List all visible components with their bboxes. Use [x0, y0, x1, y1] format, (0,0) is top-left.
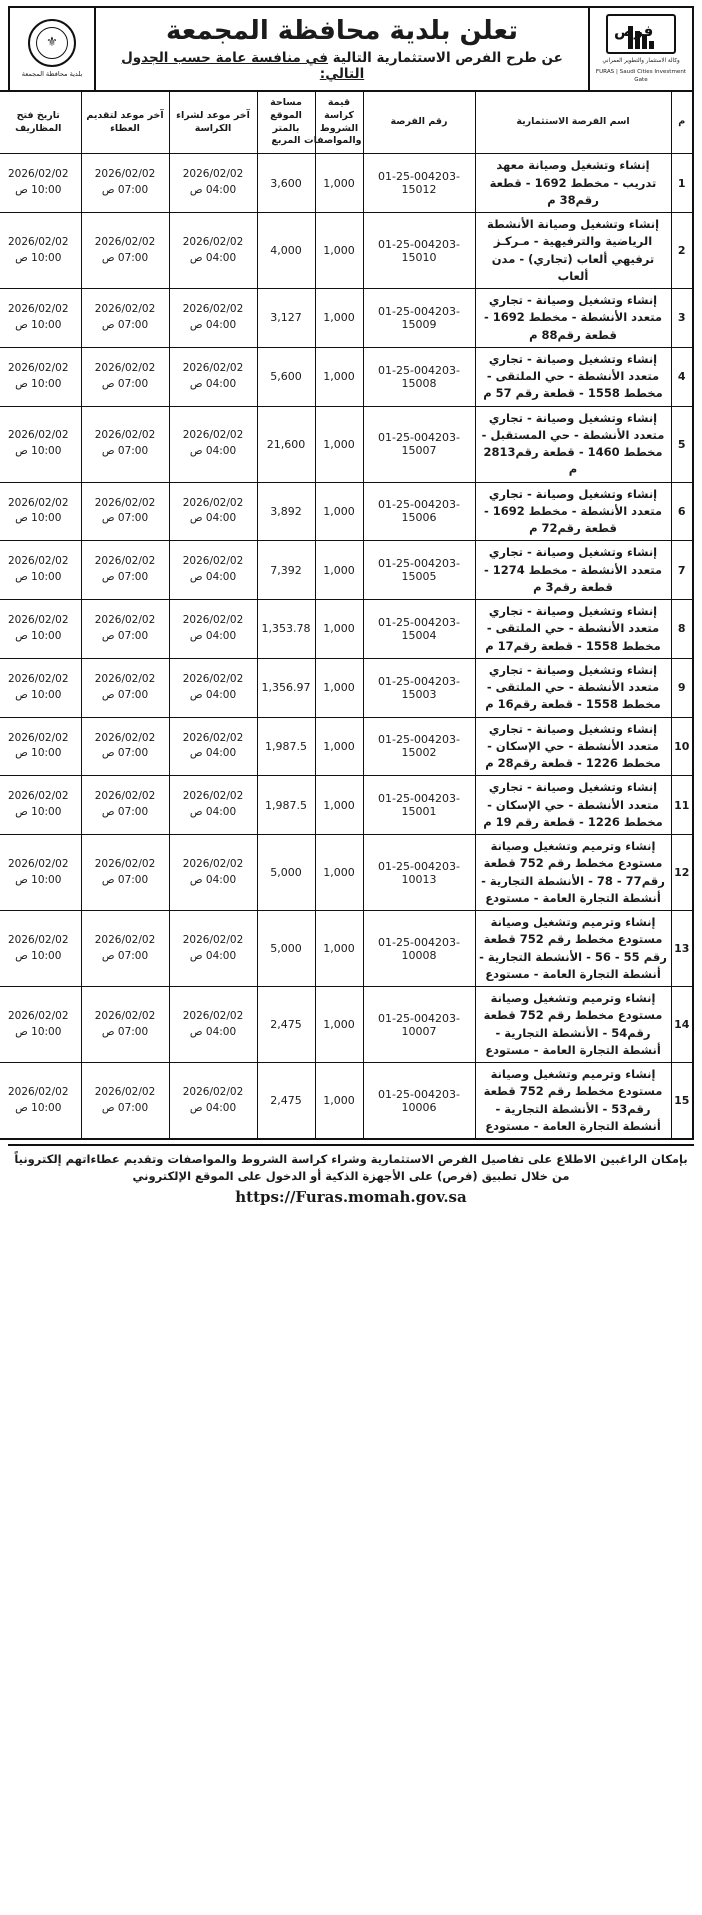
site-area: 5,000 [257, 911, 315, 987]
row-index: 14 [671, 987, 693, 1063]
offer-deadline-time: 07:00 ص [101, 251, 149, 264]
col-header-name: اسم الفرصة الاستثمارية [475, 91, 671, 154]
table-row [0, 987, 693, 1063]
booklet-deadline-date: 2026/02/02 [182, 857, 244, 870]
booklet-deadline-date: 2026/02/02 [182, 790, 244, 803]
offer-deadline-date: 2026/02/02 [94, 496, 156, 509]
open-date-date: 2026/02/02 [7, 555, 69, 568]
open-date-time: 10:00 ص [15, 747, 62, 760]
booklet-deadline-date: 2026/02/02 [182, 731, 244, 744]
col-header-offer-deadline: آخر موعد لتقديم العطاء [81, 91, 169, 154]
opportunity-number: 01-25-004203-15007 [363, 406, 475, 482]
offer-deadline-date: 2026/02/02 [94, 672, 156, 685]
col-header-booklet-value: قيمة كراسة الشروط والمواصفات [315, 91, 363, 154]
booklet-deadline-time: 04:00 ص [189, 184, 237, 197]
open-date-time: 10:00 ص [15, 1025, 62, 1038]
row-index: 4 [671, 347, 693, 406]
open-date-time: 10:00 ص [15, 629, 62, 642]
booklet-value: 1,000 [315, 717, 363, 776]
open-date [0, 347, 81, 406]
booklet-deadline-time: 04:00 ص [189, 806, 237, 819]
table-row [0, 347, 693, 406]
booklet-value: 1,000 [315, 154, 363, 213]
open-date-time: 10:00 ص [15, 1101, 62, 1114]
open-date-date: 2026/02/02 [7, 168, 69, 181]
table-row [0, 776, 693, 835]
opportunity-name: إنشاء وتشغيل وصيانة - تجاري متعدد الأنشطة - حي الملتقى - مخطط 1558 - قطعة رقم 57 م [475, 347, 671, 406]
open-date-date: 2026/02/02 [7, 790, 69, 803]
open-date-time: 10:00 ص [15, 949, 62, 962]
site-area: 2,475 [257, 1063, 315, 1140]
booklet-deadline-time: 04:00 ص [189, 571, 237, 584]
open-date-date: 2026/02/02 [7, 933, 69, 946]
opportunity-name: إنشاء وترميم وتشغيل وصيانة مستودع مخطط رقم 752 قطعة رقم77 - 78 - الأنشطة التجارية - أنشطة التجارة العامة - مستودع [475, 835, 671, 911]
open-date-date: 2026/02/02 [7, 614, 69, 627]
table-row [0, 541, 693, 600]
table-row [0, 482, 693, 541]
open-date-time: 10:00 ص [15, 873, 62, 886]
row-index: 6 [671, 482, 693, 541]
offer-deadline-time: 07:00 ص [101, 571, 149, 584]
booklet-value: 1,000 [315, 835, 363, 911]
booklet-value: 1,000 [315, 1063, 363, 1140]
offer-deadline-time: 07:00 ص [101, 1101, 149, 1114]
open-date [0, 911, 81, 987]
offer-deadline [81, 347, 169, 406]
open-date-time: 10:00 ص [15, 318, 62, 331]
booklet-deadline-time: 04:00 ص [189, 512, 237, 525]
opportunity-number: 01-25-004203-15003 [363, 658, 475, 717]
offer-deadline-date: 2026/02/02 [94, 168, 156, 181]
row-index: 1 [671, 154, 693, 213]
page-title: تعلن بلدية محافظة المجمعة [166, 16, 518, 46]
offer-deadline-time: 07:00 ص [101, 949, 149, 962]
row-index: 3 [671, 289, 693, 348]
booklet-deadline-date: 2026/02/02 [182, 429, 244, 442]
offer-deadline-time: 07:00 ص [101, 873, 149, 886]
municipality-emblem-icon: ⚜ [28, 19, 76, 67]
booklet-deadline-time: 04:00 ص [189, 629, 237, 642]
opportunity-number: 01-25-004203-15004 [363, 600, 475, 659]
opportunity-number: 01-25-004203-15001 [363, 776, 475, 835]
row-index: 10 [671, 717, 693, 776]
open-date [0, 600, 81, 659]
site-area: 7,392 [257, 541, 315, 600]
offer-deadline-time: 07:00 ص [101, 318, 149, 331]
booklet-deadline [169, 987, 257, 1063]
offer-deadline-date: 2026/02/02 [94, 857, 156, 870]
offer-deadline-time: 07:00 ص [101, 184, 149, 197]
offer-deadline-date: 2026/02/02 [94, 303, 156, 316]
offer-deadline [81, 600, 169, 659]
offer-deadline [81, 482, 169, 541]
offer-deadline-time: 07:00 ص [101, 1025, 149, 1038]
opportunity-name: إنشاء وتشغيل وصيانة - تجاري متعدد الأنشطة - حي الملتقى - مخطط 1558 - قطعة رقم16 م [475, 658, 671, 717]
table-row [0, 289, 693, 348]
col-header-number: رقم الفرصة [363, 91, 475, 154]
offer-deadline [81, 717, 169, 776]
site-area: 1,353.78 [257, 600, 315, 659]
booklet-deadline-time: 04:00 ص [189, 251, 237, 264]
booklet-deadline-date: 2026/02/02 [182, 496, 244, 509]
table-body [0, 154, 693, 1139]
opportunity-number: 01-25-004203-10006 [363, 1063, 475, 1140]
footer-note: بإمكان الراغبين الاطلاع على تفاصيل الفرص الاستثمارية وشراء كراسة الشروط والمواصفات وتقديم عطاءاتهم إلكترونياً من خلال تطبيق (فرص) على الأجهزة الذكية أو الدخول على الموقع الإلكتروني [14, 1152, 688, 1184]
opportunity-number: 01-25-004203-15012 [363, 154, 475, 213]
col-header-booklet-deadline: آخر موعد لشراء الكراسة [169, 91, 257, 154]
opportunity-name: إنشاء وتشغيل وصيانة - تجاري متعدد الأنشطة - مخطط 1692 - قطعة رقم88 م [475, 289, 671, 348]
furas-logo-caption-ar: وكالة الاستثمار والتطوير العمراني [602, 57, 680, 64]
site-area: 3,892 [257, 482, 315, 541]
col-header-area: مساحة الموقع بالمتر المربع [257, 91, 315, 154]
offer-deadline-date: 2026/02/02 [94, 790, 156, 803]
booklet-value: 1,000 [315, 658, 363, 717]
opportunity-name: إنشاء وترميم وتشغيل وصيانة مستودع مخطط رقم 752 قطعة رقم54 - الأنشطة التجارية - أنشطة التجارة العامة - مستودع [475, 987, 671, 1063]
booklet-deadline [169, 541, 257, 600]
furas-logo-icon [606, 14, 676, 54]
row-index: 5 [671, 406, 693, 482]
booklet-deadline-date: 2026/02/02 [182, 555, 244, 568]
open-date-date: 2026/02/02 [7, 303, 69, 316]
booklet-deadline-date: 2026/02/02 [182, 672, 244, 685]
table-row [0, 717, 693, 776]
open-date [0, 406, 81, 482]
table-row [0, 911, 693, 987]
open-date-date: 2026/02/02 [7, 1009, 69, 1022]
offer-deadline-date: 2026/02/02 [94, 614, 156, 627]
row-index: 15 [671, 1063, 693, 1140]
site-area: 21,600 [257, 406, 315, 482]
booklet-value: 1,000 [315, 987, 363, 1063]
opportunities-table [0, 90, 694, 1140]
offer-deadline [81, 835, 169, 911]
booklet-value: 1,000 [315, 347, 363, 406]
opportunity-name: إنشاء وتشغيل وصيانة - تجاري متعدد الأنشطة - حي الإسكان - مخطط 1226 - قطعة رقم 19 م [475, 776, 671, 835]
footer-url-line [8, 1188, 694, 1206]
open-date [0, 541, 81, 600]
opportunity-number: 01-25-004203-15006 [363, 482, 475, 541]
open-date [0, 658, 81, 717]
row-index: 13 [671, 911, 693, 987]
booklet-deadline-date: 2026/02/02 [182, 235, 244, 248]
booklet-deadline [169, 600, 257, 659]
booklet-value: 1,000 [315, 541, 363, 600]
offer-deadline-time: 07:00 ص [101, 806, 149, 819]
booklet-deadline-date: 2026/02/02 [182, 1085, 244, 1098]
opportunity-name: إنشاء وتشغيل وصيانة معهد تدريب - مخطط 1692 - قطعة رقم38 م [475, 154, 671, 213]
booklet-deadline-time: 04:00 ص [189, 318, 237, 331]
header-title-block [96, 8, 588, 90]
booklet-deadline-time: 04:00 ص [189, 747, 237, 760]
row-index: 7 [671, 541, 693, 600]
booklet-deadline-date: 2026/02/02 [182, 614, 244, 627]
table-row [0, 658, 693, 717]
open-date-time: 10:00 ص [15, 688, 62, 701]
offer-deadline [81, 987, 169, 1063]
open-date-date: 2026/02/02 [7, 235, 69, 248]
opportunity-number: 01-25-004203-15002 [363, 717, 475, 776]
booklet-deadline-time: 04:00 ص [189, 377, 237, 390]
opportunity-name: إنشاء وتشغيل وصيانة - تجاري متعدد الأنشطة - مخطط 1692 - قطعة رقم72 م [475, 482, 671, 541]
announcement-header [8, 6, 694, 90]
booklet-deadline [169, 154, 257, 213]
offer-deadline [81, 406, 169, 482]
furas-portal-url[interactable]: https://Furas.momah.gov.sa [235, 1187, 467, 1206]
opportunity-name: إنشاء وتشغيل وصيانة - تجاري متعدد الأنشطة - حي الملتقى - مخطط 1558 - قطعة رقم17 م [475, 600, 671, 659]
opportunity-number: 01-25-004203-10013 [363, 835, 475, 911]
site-area: 2,475 [257, 987, 315, 1063]
booklet-value: 1,000 [315, 289, 363, 348]
site-area: 1,987.5 [257, 717, 315, 776]
booklet-deadline-time: 04:00 ص [189, 873, 237, 886]
municipality-logo-caption: بلدية محافظة المجمعة [21, 69, 83, 78]
offer-deadline-date: 2026/02/02 [94, 235, 156, 248]
table-row [0, 1063, 693, 1140]
table-header [0, 91, 693, 154]
site-area: 1,356.97 [257, 658, 315, 717]
opportunity-number: 01-25-004203-15005 [363, 541, 475, 600]
booklet-deadline [169, 835, 257, 911]
open-date-time: 10:00 ص [15, 571, 62, 584]
site-area: 5,600 [257, 347, 315, 406]
opportunity-name: إنشاء وتشغيل وصيانة - تجاري متعدد الأنشطة - مخطط 1274 - قطعة رقم3 م [475, 541, 671, 600]
municipality-logo [10, 8, 96, 90]
site-area: 3,127 [257, 289, 315, 348]
booklet-deadline [169, 406, 257, 482]
open-date-date: 2026/02/02 [7, 731, 69, 744]
col-header-no: م [671, 91, 693, 154]
booklet-deadline-time: 04:00 ص [189, 1101, 237, 1114]
booklet-value: 1,000 [315, 213, 363, 289]
open-date-time: 10:00 ص [15, 184, 62, 197]
site-area: 5,000 [257, 835, 315, 911]
open-date-date: 2026/02/02 [7, 361, 69, 374]
furas-logo-word: فرص [614, 21, 654, 40]
announcement-footer [8, 1144, 694, 1206]
furas-logo-caption-en: FURAS | Saudi Cities Investment Gate [595, 68, 687, 84]
offer-deadline-time: 07:00 ص [101, 377, 149, 390]
furas-logo [588, 8, 692, 90]
offer-deadline-date: 2026/02/02 [94, 731, 156, 744]
offer-deadline-time: 07:00 ص [101, 629, 149, 642]
open-date [0, 987, 81, 1063]
open-date-time: 10:00 ص [15, 251, 62, 264]
opportunity-number: 01-25-004203-15009 [363, 289, 475, 348]
open-date-date: 2026/02/02 [7, 672, 69, 685]
offer-deadline-time: 07:00 ص [101, 445, 149, 457]
booklet-deadline [169, 482, 257, 541]
offer-deadline [81, 289, 169, 348]
offer-deadline-date: 2026/02/02 [94, 933, 156, 946]
open-date-time: 10:00 ص [15, 806, 62, 819]
booklet-value: 1,000 [315, 482, 363, 541]
open-date [0, 154, 81, 213]
booklet-deadline-date: 2026/02/02 [182, 1009, 244, 1022]
open-date [0, 1063, 81, 1140]
offer-deadline [81, 541, 169, 600]
open-date [0, 717, 81, 776]
table-row [0, 406, 693, 482]
booklet-deadline [169, 776, 257, 835]
opportunity-name: إنشاء وترميم وتشغيل وصيانة مستودع مخطط رقم 752 قطعة رقم53 - الأنشطة التجارية - أنشطة التجارة العامة - مستودع [475, 1063, 671, 1140]
open-date-time: 10:00 ص [15, 445, 62, 457]
open-date-time: 10:00 ص [15, 512, 62, 525]
offer-deadline-time: 07:00 ص [101, 688, 149, 701]
booklet-deadline [169, 717, 257, 776]
row-index: 9 [671, 658, 693, 717]
booklet-deadline [169, 213, 257, 289]
booklet-deadline-time: 04:00 ص [189, 688, 237, 701]
site-area: 3,600 [257, 154, 315, 213]
table-row [0, 835, 693, 911]
offer-deadline-date: 2026/02/02 [94, 361, 156, 374]
open-date-time: 10:00 ص [15, 377, 62, 390]
offer-deadline-date: 2026/02/02 [94, 555, 156, 568]
offer-deadline-date: 2026/02/02 [94, 429, 156, 442]
booklet-value: 1,000 [315, 776, 363, 835]
header-subtitle-underlined: في منافسة عامة حسب الجدول التالي: [121, 50, 365, 82]
booklet-deadline-date: 2026/02/02 [182, 303, 244, 316]
booklet-deadline-date: 2026/02/02 [182, 361, 244, 374]
table-row [0, 600, 693, 659]
open-date [0, 835, 81, 911]
booklet-deadline-time: 04:00 ص [189, 445, 237, 457]
booklet-deadline [169, 347, 257, 406]
col-header-open-date: تاريخ فتح المظاريف [0, 91, 81, 154]
booklet-deadline [169, 1063, 257, 1140]
open-date [0, 776, 81, 835]
offer-deadline-date: 2026/02/02 [94, 1009, 156, 1022]
offer-deadline [81, 658, 169, 717]
booklet-deadline-date: 2026/02/02 [182, 168, 244, 181]
opportunity-name: إنشاء وتشغيل وصيانة - تجاري متعدد الأنشطة - حي الإسكان - مخطط 1226 - قطعة رقم28 م [475, 717, 671, 776]
header-subtitle [100, 50, 584, 82]
opportunity-number: 01-25-004203-15010 [363, 213, 475, 289]
booklet-value: 1,000 [315, 600, 363, 659]
table-row [0, 154, 693, 213]
header-subtitle-prefix: عن طرح الفرص الاستثمارية التالية [328, 50, 563, 66]
table-row [0, 213, 693, 289]
open-date-date: 2026/02/02 [7, 1085, 69, 1098]
opportunity-number: 01-25-004203-10008 [363, 911, 475, 987]
booklet-deadline-time: 04:00 ص [189, 949, 237, 962]
site-area: 4,000 [257, 213, 315, 289]
booklet-value: 1,000 [315, 406, 363, 482]
table-header-row [0, 91, 693, 154]
opportunity-name: إنشاء وتشغيل وصيانة الأنشطة الرياضية والترفيهية - مـركـز ترفيهي ألعاب (تجاري) - مدن ألعاب [475, 213, 671, 289]
booklet-value: 1,000 [315, 911, 363, 987]
row-index: 8 [671, 600, 693, 659]
offer-deadline-date: 2026/02/02 [94, 1085, 156, 1098]
booklet-deadline [169, 658, 257, 717]
offer-deadline-time: 07:00 ص [101, 512, 149, 525]
booklet-deadline [169, 911, 257, 987]
open-date [0, 289, 81, 348]
open-date [0, 482, 81, 541]
offer-deadline-time: 07:00 ص [101, 747, 149, 760]
opportunity-name: إنشاء وتشغيل وصيانة - تجاري متعدد الأنشطة - حي المستقبل - مخطط 1460 - قطعة رقم2813 م [475, 406, 671, 482]
open-date-date: 2026/02/02 [7, 429, 69, 442]
opportunity-number: 01-25-004203-10007 [363, 987, 475, 1063]
open-date [0, 213, 81, 289]
opportunity-number: 01-25-004203-15008 [363, 347, 475, 406]
open-date-date: 2026/02/02 [7, 496, 69, 509]
open-date-date: 2026/02/02 [7, 857, 69, 870]
booklet-deadline-date: 2026/02/02 [182, 933, 244, 946]
offer-deadline [81, 154, 169, 213]
site-area: 1,987.5 [257, 776, 315, 835]
booklet-deadline-time: 04:00 ص [189, 1025, 237, 1038]
offer-deadline [81, 911, 169, 987]
row-index: 2 [671, 213, 693, 289]
offer-deadline [81, 1063, 169, 1140]
row-index: 11 [671, 776, 693, 835]
opportunity-name: إنشاء وترميم وتشغيل وصيانة مستودع مخطط رقم 752 قطعة رقم 55 - 56 - الأنشطة التجارية - أنشطة التجارة العامة - مستودع [475, 911, 671, 987]
row-index: 12 [671, 835, 693, 911]
offer-deadline [81, 213, 169, 289]
booklet-deadline [169, 289, 257, 348]
offer-deadline [81, 776, 169, 835]
